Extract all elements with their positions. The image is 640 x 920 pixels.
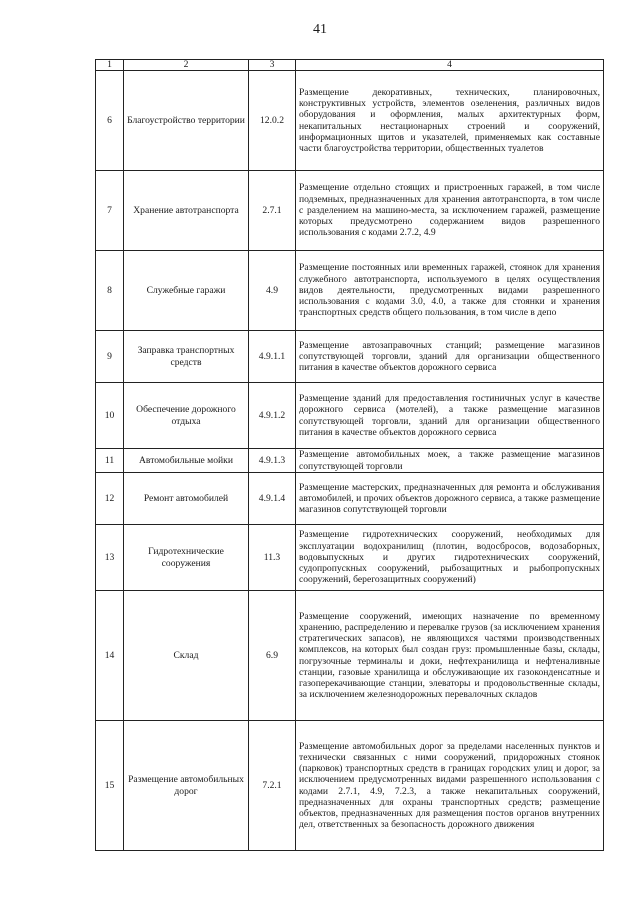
- use-code: 12.0.2: [249, 71, 296, 171]
- use-name: Размещение автомобильных дорог: [124, 721, 249, 851]
- table-row: [96, 721, 604, 851]
- use-code: 4.9.1.1: [249, 331, 296, 383]
- use-name: Заправка транспортных средств: [124, 331, 249, 383]
- use-code: 4.9.1.2: [249, 383, 296, 449]
- use-code: 11.3: [249, 525, 296, 591]
- table-header-row: [96, 60, 604, 71]
- use-name: Благоустройство территории: [124, 71, 249, 171]
- header-col-1: 1: [96, 60, 124, 71]
- use-description: Размещение декоративных, технических, планировочных, конструктивных устройств, элементов озеленения, различных видов оборудования и оформления, малых архитектурных форм, некапитальных нестационарных строений и сооружений, информационных щитов и указателей, применяемых как составные части благоустройства территории, общественных туалетов: [296, 71, 604, 171]
- use-description: Размещение автомобильных дорог за пределами населенных пунктов и технически связанных с ними сооружений, придорожных стоянок (парковок) транспортных средств в границах городских улиц и дорог, за исключением предусмотренных видами разрешенного использования с кодами 2.7.1, 4.9, 7.2.3, а также некапитальных сооружений, предназначенных для охраны транспортных средств; размещение объектов, предназначенных для размещения постов органов внутренних дел, ответственных за безопасность дорожного движения: [296, 721, 604, 851]
- use-code: 6.9: [249, 591, 296, 721]
- row-number: 14: [96, 591, 124, 721]
- row-number: 13: [96, 525, 124, 591]
- row-number: 8: [96, 251, 124, 331]
- use-description: Размещение сооружений, имеющих назначение по временному хранению, распределению и перевалке грузов (за исключением хранения стратегических запасов), не являющихся частями производственных комплексов, на которых был создан груз: промышленные базы, склады, погрузочные терминалы и доки, нефтехранилища и нефтеналивные станции, газовые хранилища и обслуживающие их газоконденсатные и газоперекачивающие станции, элеваторы и продовольственные склады, за исключением железнодорожных перевалочных складов: [296, 591, 604, 721]
- use-name: Гидротехнические сооружения: [124, 525, 249, 591]
- use-code: 4.9: [249, 251, 296, 331]
- use-name: Обеспечение дорожного отдыха: [124, 383, 249, 449]
- use-code: 4.9.1.4: [249, 473, 296, 525]
- use-description: Размещение автозаправочных станций; размещение магазинов сопутствующей торговли, зданий для организации общественного питания в качестве объектов дорожного сервиса: [296, 331, 604, 383]
- row-number: 9: [96, 331, 124, 383]
- use-name: Склад: [124, 591, 249, 721]
- use-description: Размещение автомобильных моек, а также размещение магазинов сопутствующей торговли: [296, 449, 604, 473]
- use-description: Размещение отдельно стоящих и пристроенных гаражей, в том числе подземных, предназначенных для хранения автотранспорта, в том числе с разделением на машино-места, за исключением гаражей, размещение которых предусмотрено содержанием видов разрешенного использования с кодами 2.7.2, 4.9: [296, 171, 604, 251]
- use-name: Автомобильные мойки: [124, 449, 249, 473]
- row-number: 6: [96, 71, 124, 171]
- table-row: [96, 71, 604, 171]
- use-description: Размещение постоянных или временных гаражей, стоянок для хранения служебного автотранспорта, используемого в целях осуществления видов деятельности, предусмотренных видами разрешенного использования с кодами 3.0, 4.0, а также для стоянки и хранения транспортных средств общего пользования, в том числе в депо: [296, 251, 604, 331]
- row-number: 15: [96, 721, 124, 851]
- use-code: 2.7.1: [249, 171, 296, 251]
- header-col-4: 4: [296, 60, 604, 71]
- table-row: [96, 331, 604, 383]
- page-number: 41: [313, 22, 327, 37]
- row-number: 10: [96, 383, 124, 449]
- table-row: [96, 591, 604, 721]
- use-name: Хранение автотранспорта: [124, 171, 249, 251]
- use-code: 7.2.1: [249, 721, 296, 851]
- use-name: Служебные гаражи: [124, 251, 249, 331]
- table-row: [96, 449, 604, 473]
- header-col-3: 3: [249, 60, 296, 71]
- table-row: [96, 525, 604, 591]
- table-row: [96, 251, 604, 331]
- use-description: Размещение зданий для предоставления гостиничных услуг в качестве дорожного сервиса (мотелей), а также размещение магазинов сопутствующей торговли, зданий для организации общественного питания в качестве объектов дорожного сервиса: [296, 383, 604, 449]
- row-number: 7: [96, 171, 124, 251]
- table-row: [96, 473, 604, 525]
- table-row: [96, 383, 604, 449]
- row-number: 12: [96, 473, 124, 525]
- use-description: Размещение мастерских, предназначенных для ремонта и обслуживания автомобилей, и прочих объектов дорожного сервиса, а также размещение магазинов сопутствующей торговли: [296, 473, 604, 525]
- header-col-2: 2: [124, 60, 249, 71]
- use-code: 4.9.1.3: [249, 449, 296, 473]
- row-number: 11: [96, 449, 124, 473]
- land-use-table: [95, 59, 604, 851]
- use-name: Ремонт автомобилей: [124, 473, 249, 525]
- table-row: [96, 171, 604, 251]
- use-description: Размещение гидротехнических сооружений, необходимых для эксплуатации водохранилищ (плотин, водосбросов, водозаборных, водовыпускных и других гидротехнических сооружений, судопропускных сооружений, рыбозащитных и рыбопропускных сооружений, берегозащитных сооружений): [296, 525, 604, 591]
